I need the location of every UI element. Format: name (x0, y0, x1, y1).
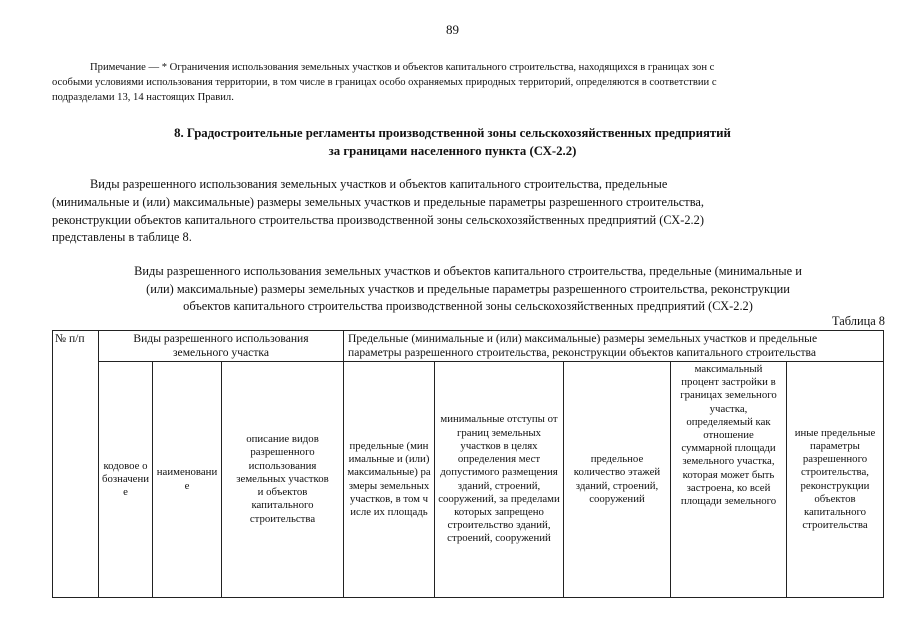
intro-paragraph-line-1: Виды разрешенного использования земельных участков и объектов капитального строительства, предельные (90, 177, 668, 191)
table-caption-line-2: (или) максимальные) размеры земельных участков и предельные параметры разрешенного строительства, реконструкции (146, 282, 790, 296)
header-limits-line-1: Предельные (минимальные и (или) максимальные) размеры земельных участков и предельные (348, 332, 818, 345)
table-caption-line-3: объектов капитального строительства производственной зоны сельскохозяйственных предприятий (СХ-2.2) (183, 299, 753, 313)
header-floors: предельное количество этажей зданий, строений, сооружений (573, 453, 661, 505)
header-code: кодовое обозначение (101, 459, 150, 499)
intro-paragraph-line-4: представлены в таблице 8. (52, 230, 192, 244)
header-plot-size: предельные (минимальные и (или) максимальные) размеры земельных участков, в том числе их площадь (347, 439, 431, 518)
intro-paragraph-line-3: реконструкции объектов капитального строительства производственной зоны сельскохозяйственных предприятий (СХ-2.2) (52, 213, 704, 227)
section-heading-line-2: за границами населенного пункта (СХ-2.2) (328, 144, 577, 158)
header-other: иные предельные параметры разрешенного строительства, реконструкции объектов капитального строительства (794, 426, 876, 532)
note-line-1: Примечание — * Ограничения использования земельных участков и объектов капитального строительства, находящихся в границах зон с (90, 62, 715, 73)
intro-paragraph-line-2: (минимальные и (или) максимальные) размеры земельных участков и предельные параметры разрешенного строительства, (52, 195, 704, 209)
header-coverage: максимальный процент застройки в границах земельного участка, определяемый как отношение суммарной площади земельного участка, которая может быть застроена, ко всей площади земельного (680, 363, 777, 508)
header-setbacks: минимальные отступы от границ земельных участков в целях определения мест допустимого размещения зданий, строений, сооружений, за пределами которых запрещено строительство зданий, строений, сооружений (438, 413, 560, 545)
header-name: наименование (156, 466, 218, 492)
note-line-2: особыми условиями использования территории, в том числе в границах особо охраняемых природных территорий, определяются в соответствии с (52, 77, 717, 88)
header-num: № п/п (55, 332, 85, 345)
header-limits-line-2: параметры разрешенного строительства, реконструкции объектов капитального строительства (348, 346, 816, 359)
table-label: Таблица 8 (832, 314, 885, 328)
page-number: 89 (446, 22, 459, 37)
header-types-line-2: земельного участка (172, 346, 270, 359)
header-types-line-1: Виды разрешенного использования (133, 332, 309, 345)
section-heading-line-1: 8. Градостроительные регламенты производственной зоны сельскохозяйственных предприятий (174, 126, 731, 140)
header-description: описание видов разрешенного использования земельных участков и объектов капитального строительства (236, 433, 329, 525)
table-caption-line-1: Виды разрешенного использования земельных участков и объектов капитального строительства, предельные (минимальные и (134, 264, 802, 278)
note-line-3: подразделами 13, 14 настоящих Правил. (52, 92, 234, 103)
